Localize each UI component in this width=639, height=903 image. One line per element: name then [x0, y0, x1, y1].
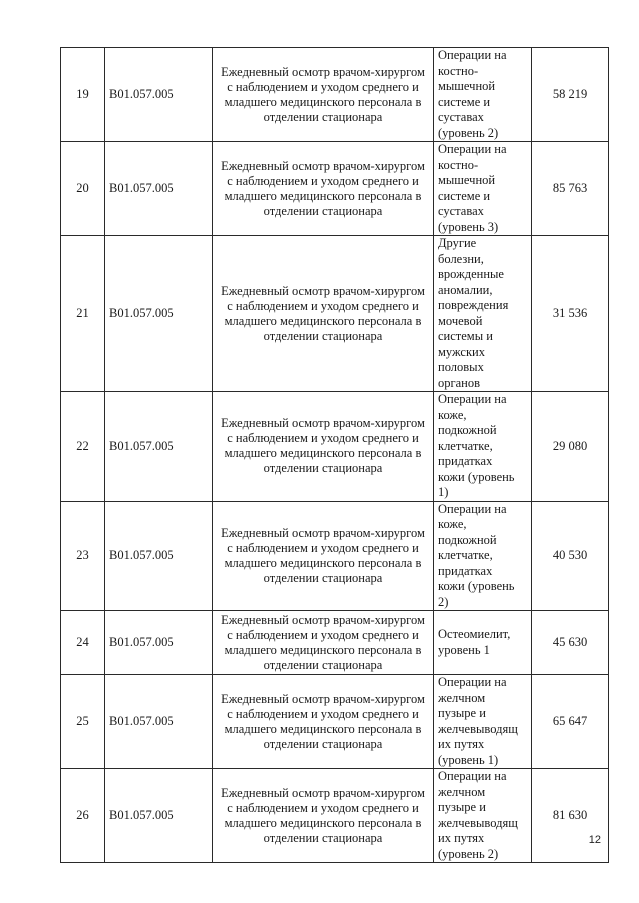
group-line: мочевой	[438, 313, 483, 328]
group-cell	[434, 142, 532, 236]
group-line: мышечной	[438, 173, 496, 187]
service-code-cell: B01.057.005	[105, 675, 213, 769]
table-row	[61, 48, 609, 142]
service-code-cell: B01.057.005	[105, 769, 213, 863]
table-row	[61, 675, 609, 769]
price-cell: 40 530	[532, 501, 609, 611]
row-number-cell: 21	[61, 236, 105, 392]
group-line: органов	[438, 375, 481, 390]
price-cell: 31 536	[532, 236, 609, 392]
table-row	[61, 769, 609, 863]
group-line: аномалии,	[438, 282, 493, 297]
row-number-cell: 22	[61, 392, 105, 502]
row-number-cell: 25	[61, 675, 105, 769]
table-row	[61, 236, 609, 392]
row-number-cell: 26	[61, 769, 105, 863]
group-line: системе и	[438, 188, 491, 203]
service-code-cell: B01.057.005	[105, 236, 213, 392]
group-line: (уровень 3)	[438, 219, 499, 234]
group-line: (уровень 2)	[438, 125, 499, 140]
group-line: желчевыводящ	[438, 721, 518, 736]
service-name-cell: Ежедневный осмотр врачом-хирургом с наблюдением и уходом среднего и младшего медицинского персонала в отделении стационара	[213, 48, 434, 142]
group-line: системы и	[438, 329, 493, 343]
group-line: Операции на	[438, 142, 507, 156]
group-line: придатках	[438, 454, 493, 468]
group-line: придатках	[438, 563, 493, 578]
service-code-cell: B01.057.005	[105, 392, 213, 502]
price-cell: 65 647	[532, 675, 609, 769]
price-cell: 45 630	[532, 611, 609, 675]
group-line: Операции на	[438, 769, 507, 783]
group-cell	[434, 48, 532, 142]
group-line: костно-	[438, 63, 479, 78]
group-line: желчном	[438, 690, 486, 705]
table-row	[61, 142, 609, 236]
price-cell: 85 763	[532, 142, 609, 236]
group-line: суставах	[438, 110, 484, 124]
group-line: суставах	[438, 204, 484, 218]
table-row	[61, 501, 609, 611]
group-cell	[434, 501, 532, 611]
service-name-cell: Ежедневный осмотр врачом-хирургом с наблюдением и уходом среднего и младшего медицинского персонала в отделении стационара	[213, 769, 434, 863]
group-line: повреждения	[438, 298, 509, 312]
group-line: пузыре и	[438, 706, 486, 720]
group-line: желчевыводящ	[438, 815, 518, 830]
group-line: (уровень 2)	[438, 846, 499, 861]
group-line: подкожной	[438, 532, 497, 547]
service-name-cell: Ежедневный осмотр врачом-хирургом с наблюдением и уходом среднего и младшего медицинского персонала в отделении стационара	[213, 501, 434, 611]
group-line: пузыре и	[438, 800, 486, 814]
group-line: системе и	[438, 94, 491, 109]
table-row	[61, 392, 609, 502]
group-line: Операции на	[438, 675, 507, 689]
group-line: клетчатке,	[438, 438, 493, 453]
group-cell	[434, 236, 532, 392]
group-line: (уровень 1)	[438, 752, 499, 767]
group-line: 2)	[438, 594, 449, 609]
group-line: их путях	[438, 831, 485, 845]
group-line: желчном	[438, 784, 486, 799]
group-line: 1)	[438, 485, 449, 499]
group-line: кожи (уровень	[438, 469, 515, 484]
group-cell	[434, 611, 532, 675]
group-line: мышечной	[438, 79, 496, 93]
group-line: мужских	[438, 344, 485, 359]
service-code-cell: B01.057.005	[105, 501, 213, 611]
page-number: 12	[588, 834, 601, 846]
price-cell: 58 219	[532, 48, 609, 142]
group-cell	[434, 675, 532, 769]
service-name-cell: Ежедневный осмотр врачом-хирургом с наблюдением и уходом среднего и младшего медицинского персонала в отделении стационара	[213, 675, 434, 769]
group-line: кожи (уровень	[438, 579, 515, 593]
group-line: Другие	[438, 236, 477, 250]
price-cell: 81 630	[532, 769, 609, 863]
service-code-cell: B01.057.005	[105, 611, 213, 675]
price-cell: 29 080	[532, 392, 609, 502]
group-line: их путях	[438, 737, 485, 751]
group-line: врожденные	[438, 267, 504, 281]
row-number-cell: 23	[61, 501, 105, 611]
group-line: уровень 1	[438, 642, 490, 657]
service-name-cell: Ежедневный осмотр врачом-хирургом с наблюдением и уходом среднего и младшего медицинского персонала в отделении стационара	[213, 236, 434, 392]
group-line: подкожной	[438, 423, 497, 437]
row-number-cell: 20	[61, 142, 105, 236]
row-number-cell: 24	[61, 611, 105, 675]
group-line: Операции на	[438, 501, 507, 516]
group-line: Остеомиелит,	[438, 627, 511, 641]
service-name-cell: Ежедневный осмотр врачом-хирургом с наблюдением и уходом среднего и младшего медицинского персонала в отделении стационара	[213, 392, 434, 502]
group-cell	[434, 392, 532, 502]
group-line: болезни,	[438, 251, 484, 266]
group-line: коже,	[438, 407, 467, 422]
table-row	[61, 611, 609, 675]
group-line: коже,	[438, 517, 467, 531]
service-code-cell: B01.057.005	[105, 142, 213, 236]
group-line: Операции на	[438, 48, 507, 62]
table-body	[61, 48, 609, 863]
service-code-cell: B01.057.005	[105, 48, 213, 142]
group-line: костно-	[438, 157, 479, 172]
group-line: Операции на	[438, 392, 507, 406]
group-cell	[434, 769, 532, 863]
service-name-cell: Ежедневный осмотр врачом-хирургом с наблюдением и уходом среднего и младшего медицинского персонала в отделении стационара	[213, 611, 434, 675]
group-line: половых	[438, 360, 484, 374]
price-table	[60, 47, 609, 863]
row-number-cell: 19	[61, 48, 105, 142]
group-line: клетчатке,	[438, 548, 493, 562]
service-name-cell: Ежедневный осмотр врачом-хирургом с наблюдением и уходом среднего и младшего медицинского персонала в отделении стационара	[213, 142, 434, 236]
